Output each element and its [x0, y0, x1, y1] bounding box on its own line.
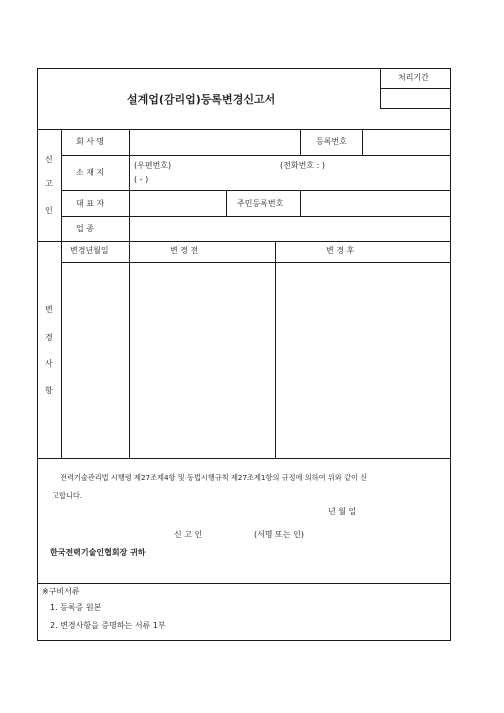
processing-box-bottom: [380, 108, 451, 109]
resident-label-left: [226, 190, 227, 217]
reporter-label-2: 고: [45, 179, 53, 188]
location-field[interactable]: [130, 156, 450, 190]
location-label: 소 재 지: [76, 168, 105, 177]
before-change-label: 변 경 전: [170, 246, 199, 255]
resident-number-field[interactable]: [301, 191, 450, 216]
reporter-label-1: 신: [45, 155, 53, 164]
declaration-line-1: 전력기술관리법 시행령 제27조제4항 및 동법시행규칙 제27조제1항의 규정에 의하여 위와 같이 신: [60, 473, 368, 482]
company-name-field[interactable]: [130, 130, 300, 155]
change-date-label: 변경년월일: [70, 246, 109, 255]
change-section-top: [37, 241, 451, 242]
change-label-3: 사: [45, 359, 53, 368]
before-change-field[interactable]: [130, 263, 275, 458]
change-label-4: 항: [45, 386, 53, 395]
representative-field[interactable]: [130, 191, 226, 216]
company-name-label: 회 사 명: [76, 137, 105, 146]
phone-label: (전화번호 : ): [280, 161, 325, 170]
after-change-field[interactable]: [276, 263, 450, 458]
processing-period-value[interactable]: [381, 89, 450, 108]
attachment-item: 1. 등록증 원본: [50, 603, 102, 612]
reporter-label-col: [61, 129, 62, 241]
phone-blank: ( - ): [134, 175, 149, 184]
resident-number-label: 주민등록번호: [237, 199, 284, 208]
registration-number-field[interactable]: [363, 130, 450, 155]
reporter-label-3: 인: [45, 206, 53, 215]
change-label-2: 경: [45, 333, 53, 342]
postal-code-label: (우편번호): [134, 161, 172, 170]
after-change-label: 변 경 후: [326, 246, 355, 255]
attachments-top: [37, 583, 451, 584]
date-line: 년 월 일: [328, 507, 357, 516]
declaration-line-2: 고합니다.: [52, 491, 83, 500]
border-left: [37, 68, 38, 641]
attachment-item: 2. 변경사항을 증명하는 서류 1부: [50, 621, 166, 630]
reporter-line: 신 고 인: [174, 530, 203, 539]
border-top: [37, 68, 451, 69]
reg-label-left: [300, 129, 301, 156]
registration-number-label: 등록번호: [316, 137, 347, 146]
business-field[interactable]: [130, 217, 450, 241]
change-label-1: 변: [45, 305, 53, 314]
change-date-field[interactable]: [62, 263, 129, 458]
representative-label: 대 표 자: [76, 199, 105, 208]
processing-period-label: 처리기간: [398, 73, 429, 82]
border-bottom: [37, 640, 451, 641]
attachments-title: ※구비서류: [42, 587, 80, 596]
addressee: 한국전력기술인협회장 귀하: [50, 548, 146, 557]
form-title: 설계업(감리업)등록변경신고서: [127, 93, 276, 106]
business-label: 업 종: [76, 224, 94, 233]
change-section-bottom: [37, 458, 451, 459]
signature-note: (서명 또는 인): [254, 530, 304, 539]
border-right: [450, 68, 451, 641]
